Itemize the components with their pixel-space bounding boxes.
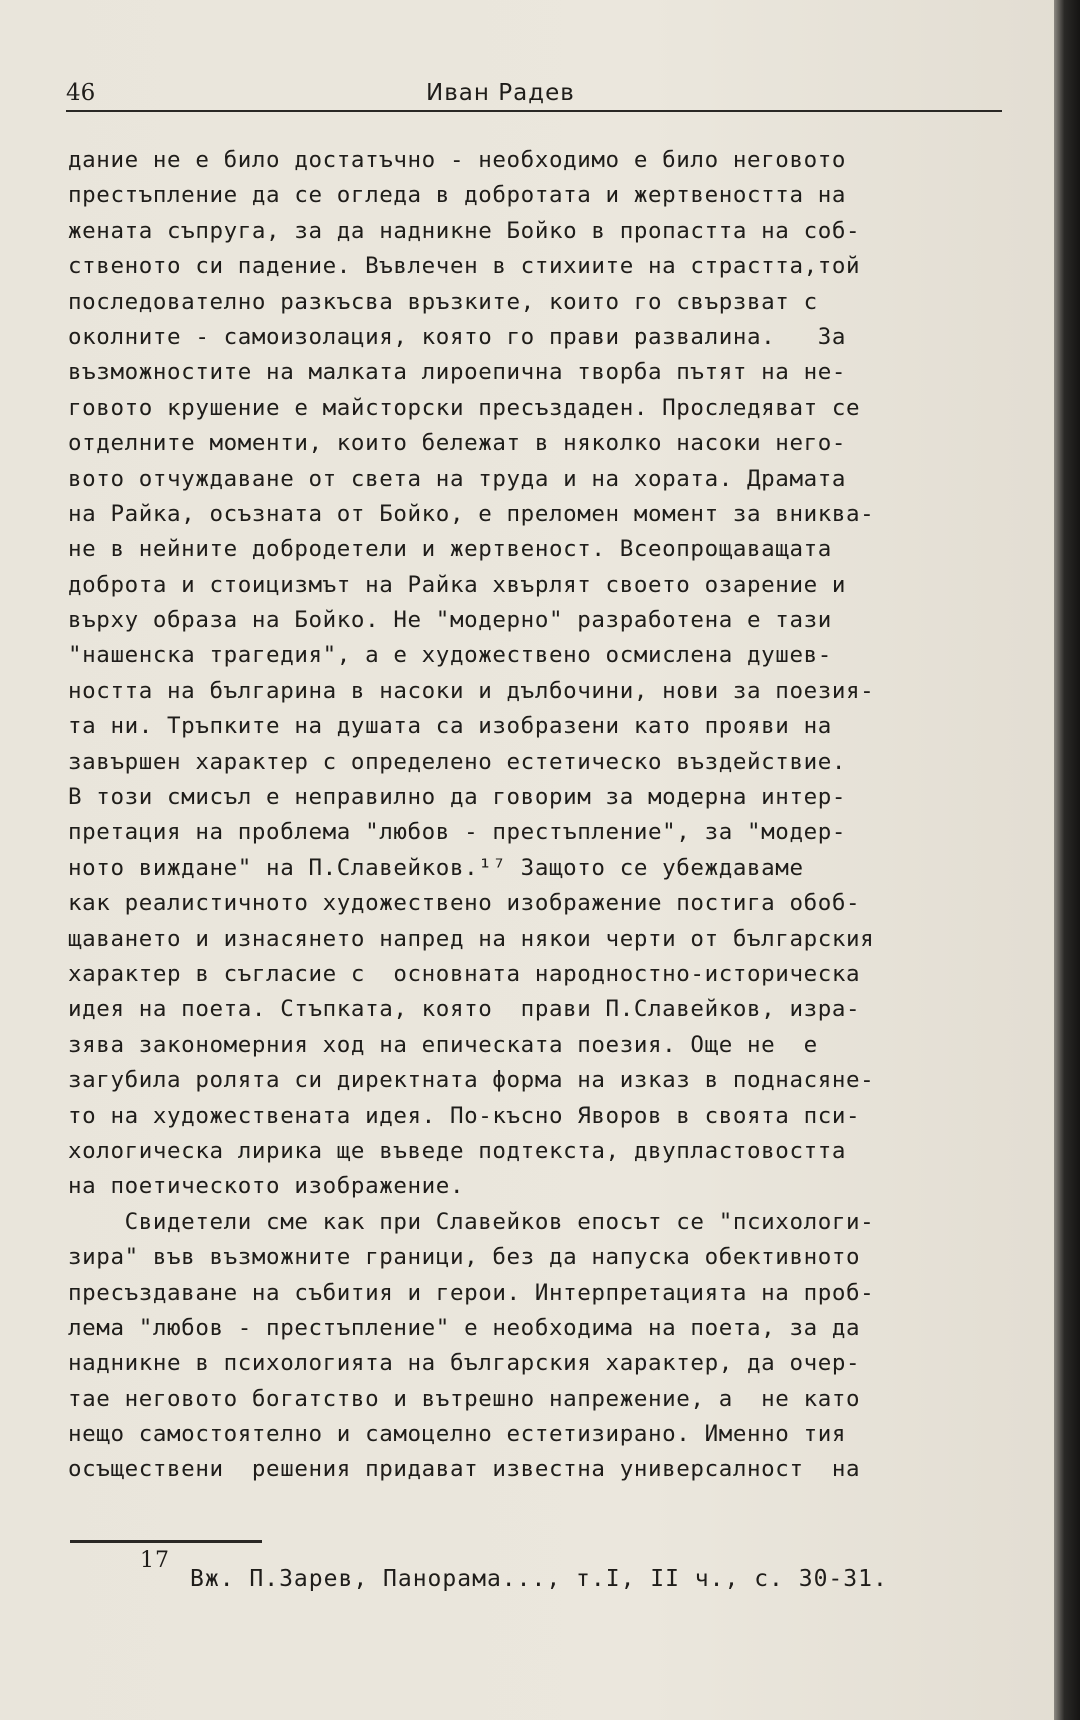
text-line: доброта и стоицизмът на Райка хвърлят своето озарение и [68, 571, 847, 598]
text-line: жената съпруга, за да надникне Бойко в пропастта на соб- [68, 217, 861, 244]
text-line: на поетическото изображение. [68, 1173, 465, 1200]
text-line: ното виждане" на П.Славейков.¹⁷ Защото се убеждаваме [68, 854, 804, 881]
text-line: говото крушение е майсторски пресъздаден. Проследяват се [68, 394, 861, 421]
text-line: В този смисъл е неправилно да говорим за модерна интер- [68, 784, 847, 811]
text-line: на Райка, осъзната от Бойко, е преломен момент за вниква- [68, 500, 875, 527]
text-line: последователно разкъсва връзките, които го свързват с [68, 288, 818, 315]
text-line: околните - самоизолация, която го прави развалина. За [68, 323, 847, 350]
page-header [66, 78, 1002, 112]
text-line: дание не е било достатъчно - необходимо е било неговото [68, 147, 847, 173]
body-text [68, 143, 1018, 1488]
text-line: зира" във възможните граници, без да напуска обективното [68, 1244, 861, 1271]
text-line: Свидетели сме как при Славейков епосът се "психологи- [68, 1208, 875, 1235]
text-line: вото отчуждаване от света на труда и на хората. Драмата [68, 465, 847, 492]
text-line: възможностите на малката лироепична творба пътят на не- [68, 359, 847, 386]
text-line: то на художествената идея. По-късно Яворов в своята пси- [68, 1102, 861, 1129]
text-line: характер в съгласие с основната народностно-историческа [68, 960, 861, 987]
text-line: ственото си падение. Въвлечен в стихиите на страстта,той [68, 253, 861, 280]
text-line: престъпление да се огледа в добротата и жертвеността на [68, 182, 847, 209]
text-line: нещо самостоятелно и самоцелно естетизирано. Именно тия [68, 1421, 847, 1448]
text-line: "нашенска трагедия", а е художествено осмислена душев- [68, 642, 832, 669]
running-head: Иван Радев [426, 80, 575, 106]
text-line: та ни. Тръпките на душата са изобразени като прояви на [68, 713, 832, 740]
footnote [140, 1548, 1040, 1652]
text-line: хологическа лирика ще въведе подтекста, двупластовостта [68, 1137, 847, 1164]
text-line: осъществени решения придават известна универсалност на [68, 1456, 861, 1483]
text-line: лема "любов - престъпление" е необходима на поета, за да [68, 1314, 861, 1341]
text-line: не в нейните добродетели и жертвеност. Всеопрощаващата [68, 536, 832, 563]
text-line: идея на поета. Стъпката, която прави П.Славейков, изра- [68, 996, 861, 1023]
binding-edge [1054, 0, 1080, 1720]
text-line: щаването и изнасянето напред на някои черти от българския [68, 925, 875, 952]
text-line: ността на българина в насоки и дълбочини, нови за поезия- [68, 677, 875, 704]
text-line: надникне в психологията на българския характер, да очер- [68, 1350, 861, 1377]
text-line: завършен характер с определено естетическо въздействие. [68, 748, 847, 775]
text-line: тае неговото богатство и вътрешно напрежение, а не като [68, 1385, 861, 1412]
page-number: 46 [66, 80, 96, 106]
footnote-mark: 17 [140, 1548, 170, 1573]
text-line: пресъздаване на събития и герои. Интерпретацията на проб- [68, 1279, 875, 1306]
text-line: върху образа на Бойко. Не "модерно" разработена е тази [68, 607, 832, 634]
text-line: отделните моменти, които бележат в няколко насоки него- [68, 430, 847, 457]
text-line: зява закономерния ход на епическата поезия. Още не е [68, 1031, 818, 1058]
footnote-text: Вж. П.Зарев, Панорама..., т.I, II ч., с. 30-31. [190, 1566, 888, 1592]
text-line: загубила ролята си директната форма на изказ в поднасяне- [68, 1067, 875, 1094]
text-line: как реалистичното художествено изображение постига обоб- [68, 890, 861, 917]
text-line: претация на проблема "любов - престъпление", за "модер- [68, 819, 847, 846]
footnote-rule [70, 1540, 262, 1543]
